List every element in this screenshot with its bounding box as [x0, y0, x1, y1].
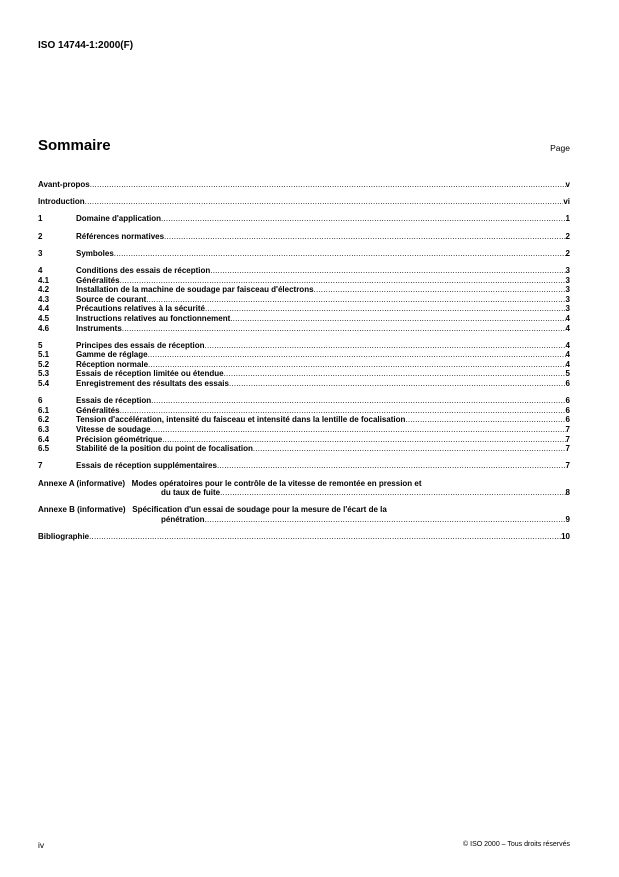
toc-entry[interactable]: [38, 369, 570, 379]
toc-entry-title: Symboles: [76, 248, 114, 258]
toc-entry-title: Essais de réception: [76, 396, 152, 406]
toc-entry-page: 3: [565, 285, 570, 295]
toc-entry-page: 3: [565, 304, 570, 314]
dot-leader: [220, 488, 565, 498]
dot-leader: [217, 461, 566, 471]
dot-leader: [146, 295, 565, 305]
toc-entry[interactable]: [38, 444, 570, 454]
toc-entry-number: 6: [38, 396, 43, 406]
toc-entry[interactable]: [38, 266, 570, 276]
toc-entry-number: 5.1: [38, 350, 50, 360]
toc-entry-page: 6: [565, 415, 570, 425]
dot-leader: [230, 314, 565, 324]
toc-entry-number: 6.3: [38, 425, 50, 435]
toc-entry-number: 6.5: [38, 444, 50, 454]
toc-entry-number: 4.6: [38, 323, 50, 333]
toc-entry-page: 7: [565, 461, 570, 471]
annex-b-title-line1: Spécification d'un essai de soudage pour la mesure de l'écart de la: [132, 505, 387, 515]
toc-entry-page: v: [565, 180, 570, 189]
toc-entry[interactable]: [38, 415, 570, 425]
toc-entry-bibliography[interactable]: [38, 532, 570, 542]
toc-entry-number: 5: [38, 340, 43, 350]
page-number: iv: [38, 840, 45, 850]
toc-entry[interactable]: [38, 314, 570, 324]
toc-entry[interactable]: [38, 232, 570, 242]
toc-entry[interactable]: [38, 396, 570, 406]
dot-leader: [164, 232, 566, 242]
toc-entry-number: 5.2: [38, 359, 50, 369]
toc-entry-annex-b[interactable]: [38, 505, 570, 524]
toc-entry-page: vi: [563, 197, 570, 207]
dot-leader: [224, 369, 566, 379]
toc-entry-page: 6: [565, 405, 570, 415]
toc-entry-title: Source de courant: [76, 294, 147, 304]
toc-entry[interactable]: [38, 214, 570, 224]
toc-entry-title: Généralités: [76, 275, 120, 285]
annex-a-title-line2: du taux de fuite: [161, 488, 221, 498]
toc-entries: [38, 180, 570, 471]
toc-entry-title: Précautions relatives à la sécurité: [76, 304, 205, 314]
toc-entry-title: Précision géométrique: [76, 434, 163, 444]
toc-entry-page: 6: [565, 379, 570, 389]
annex-a-label: Annexe A (informative): [38, 478, 125, 488]
toc-entry-page: 3: [565, 294, 570, 304]
toc-entry-page: 2: [565, 248, 570, 258]
document-id: ISO 14744-1:2000(F): [38, 40, 134, 51]
toc-entry[interactable]: [38, 180, 570, 190]
toc-entry-page: 3: [565, 265, 570, 275]
page-column-label: Page: [550, 143, 570, 153]
bibliography-title: Bibliographie: [38, 532, 90, 542]
toc-entry-page: 4: [565, 340, 570, 350]
toc-entry-number: 5.3: [38, 369, 50, 379]
toc-entry-page: 4: [565, 359, 570, 369]
toc-entry-number: 3: [38, 248, 43, 258]
annex-b-title-line2: pénétration: [161, 514, 205, 524]
toc-entry-title: Avant-propos: [38, 180, 90, 189]
toc-entry[interactable]: [38, 304, 570, 314]
toc-entry-page: 3: [565, 275, 570, 285]
dot-leader: [89, 532, 561, 542]
dot-leader: [161, 214, 566, 224]
dot-leader: [205, 341, 566, 351]
toc-entry-title: Instructions relatives au fonctionnement: [76, 313, 231, 323]
toc-entry-page: 1: [565, 214, 570, 224]
dot-leader: [229, 379, 566, 389]
toc-entry-number: 1: [38, 214, 43, 224]
dot-leader: [253, 444, 566, 454]
toc-entry[interactable]: [38, 249, 570, 259]
toc-entry-title: Vitesse de soudage: [76, 425, 151, 435]
toc-entry[interactable]: [38, 324, 570, 334]
toc-entry-number: 4.5: [38, 313, 50, 323]
toc-entry-number: 5.4: [38, 379, 50, 389]
toc-entry-number: 6.4: [38, 434, 50, 444]
toc-entry[interactable]: [38, 276, 570, 286]
dot-leader: [314, 285, 566, 295]
toc-entry-page: 6: [565, 396, 570, 406]
toc-entry-title: Tension d'accélération, intensité du faisceau et intensité dans la lentille de focalisation: [76, 415, 406, 425]
dot-leader: [148, 350, 566, 360]
dot-leader: [205, 304, 566, 314]
toc-entry-page: 5: [565, 369, 570, 379]
toc-entry[interactable]: [38, 295, 570, 305]
toc-entry-title: Enregistrement des résultats des essais: [76, 379, 229, 389]
annex-a-page: 8: [565, 488, 570, 498]
toc-entry-title: Domaine d'application: [76, 214, 162, 224]
toc-entry[interactable]: [38, 197, 570, 207]
toc-entry[interactable]: [38, 425, 570, 435]
toc-entry-page: 7: [565, 444, 570, 454]
toc-entry-number: 6.1: [38, 405, 50, 415]
toc-entry-title: Stabilité de la position du point de focalisation: [76, 444, 253, 454]
toc-entry-page: 4: [565, 323, 570, 333]
toc-entry-number: 7: [38, 461, 43, 471]
toc-entry[interactable]: [38, 285, 570, 295]
dot-leader: [162, 435, 565, 445]
dot-leader: [151, 396, 565, 406]
dot-leader: [205, 515, 566, 525]
dot-leader: [85, 197, 564, 207]
toc-entry-number: 4: [38, 265, 43, 275]
toc-entry-number: 4.2: [38, 285, 50, 295]
dot-leader: [120, 406, 566, 416]
toc-entry-title: Généralités: [76, 405, 120, 415]
toc-entry-page: 7: [565, 425, 570, 435]
dot-leader: [120, 276, 566, 286]
toc-entry-number: 6.2: [38, 415, 50, 425]
toc-entry-title: Instruments: [76, 323, 122, 333]
toc-entry-annex-a[interactable]: [38, 479, 570, 498]
annex-b-page: 9: [565, 514, 570, 524]
toc-entry-title: Essais de réception limitée ou étendue: [76, 369, 224, 379]
toc-entry[interactable]: [38, 360, 570, 370]
toc-entry-title: Gamme de réglage: [76, 350, 148, 360]
toc-entry-title: Essais de réception supplémentaires: [76, 461, 217, 471]
table-of-contents: [38, 180, 570, 542]
annex-a-title-line1: Modes opératoires pour le contrôle de la vitesse de remontée en pression et: [131, 478, 422, 488]
toc-title: Sommaire: [38, 137, 111, 154]
toc-entry-title: Introduction: [38, 197, 85, 207]
toc-entry-page: 4: [565, 313, 570, 323]
toc-entry-page: 7: [565, 434, 570, 444]
toc-entry[interactable]: [38, 435, 570, 445]
toc-entry[interactable]: [38, 461, 570, 471]
dot-leader: [210, 266, 565, 276]
toc-entry-title: Références normatives: [76, 231, 165, 241]
toc-entry-title: Réception normale: [76, 359, 149, 369]
toc-entry[interactable]: [38, 406, 570, 416]
toc-entry[interactable]: [38, 379, 570, 389]
dot-leader: [148, 360, 566, 370]
dot-leader: [405, 415, 565, 425]
toc-entry-number: 4.4: [38, 304, 50, 314]
toc-entry-page: 2: [565, 231, 570, 241]
toc-entry-title: Conditions des essais de réception: [76, 265, 211, 275]
bibliography-page: 10: [561, 532, 570, 542]
toc-entry-title: Principes des essais de réception: [76, 340, 205, 350]
toc-entry-number: 4.1: [38, 275, 50, 285]
annex-b-label: Annexe B (informative): [38, 505, 126, 515]
copyright-notice: © ISO 2000 – Tous droits réservés: [463, 841, 570, 848]
toc-entry-number: 2: [38, 231, 43, 241]
dot-leader: [90, 180, 566, 190]
toc-entry[interactable]: [38, 341, 570, 351]
dot-leader: [114, 249, 566, 259]
toc-entry-page: 4: [565, 350, 570, 360]
toc-entry-title: Installation de la machine de soudage par faisceau d'électrons: [76, 285, 314, 295]
dot-leader: [151, 425, 566, 435]
dot-leader: [122, 324, 566, 334]
toc-entry[interactable]: [38, 350, 570, 360]
toc-entry-number: 4.3: [38, 294, 50, 304]
